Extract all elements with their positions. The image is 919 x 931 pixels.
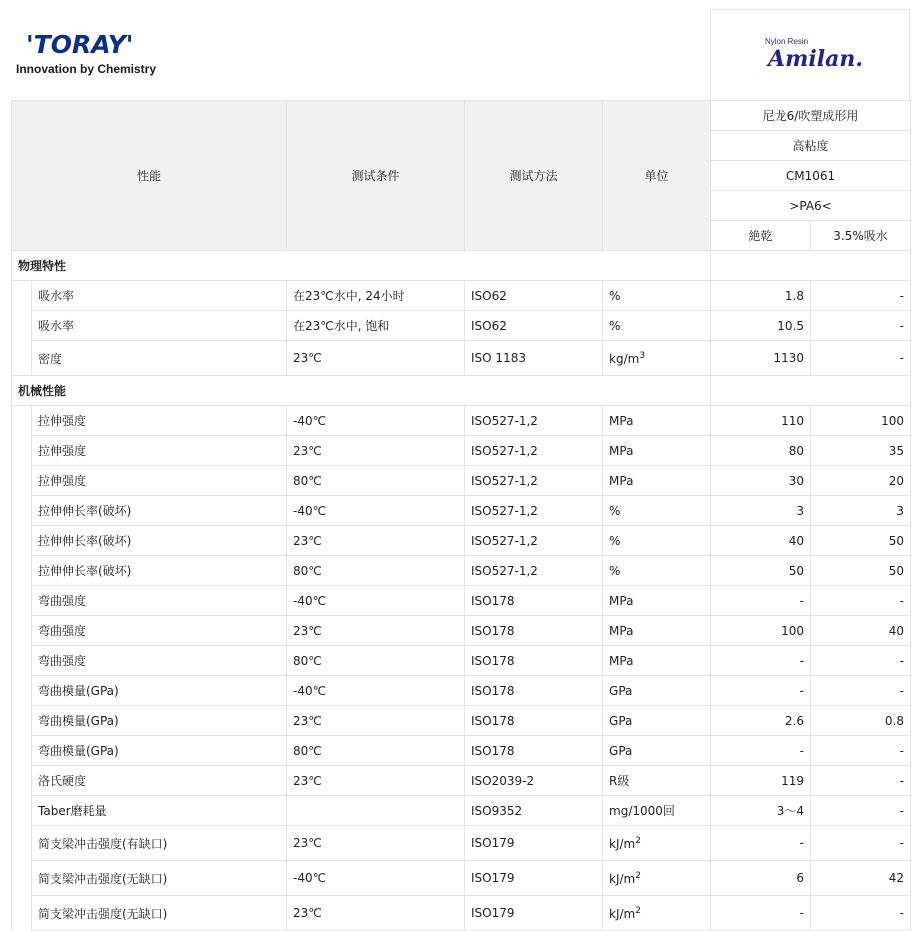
cell-property: 弯曲模量(GPa) [32, 676, 287, 706]
table-row [12, 826, 911, 861]
unit-superscript: 2 [635, 835, 641, 846]
section-title: 物理特性 [12, 251, 711, 281]
unit-text: % [609, 288, 621, 303]
section-spacer [711, 376, 911, 406]
cell-property: 密度 [32, 341, 287, 376]
cell-method: ISO527-1,2 [465, 496, 603, 526]
cell-dry: 2.6 [711, 706, 811, 736]
row-indent [12, 861, 32, 896]
cell-dry: 119 [711, 766, 811, 796]
row-indent [12, 896, 32, 931]
row-indent [12, 281, 32, 311]
section-spacer [711, 251, 911, 281]
row-indent [12, 646, 32, 676]
cell-method: ISO179 [465, 861, 603, 896]
cell-unit [603, 341, 711, 376]
cell-unit [603, 896, 711, 931]
cell-wet: 42 [811, 861, 911, 896]
product-logo-box [710, 9, 910, 100]
toray-tagline: Innovation by Chemistry [16, 62, 157, 76]
cell-dry: 40 [711, 526, 811, 556]
unit-text: R级 [609, 774, 630, 788]
cell-condition: 23℃ [287, 896, 465, 931]
unit-text: kJ/m [609, 836, 636, 851]
cell-wet: - [811, 736, 911, 766]
product-subtitle: Nylon Resin [765, 37, 809, 46]
cell-unit [603, 311, 711, 341]
cell-condition: -40℃ [287, 496, 465, 526]
cell-unit [603, 556, 711, 586]
row-indent [12, 406, 32, 436]
cell-dry: - [711, 646, 811, 676]
row-indent [12, 496, 32, 526]
cell-condition: -40℃ [287, 861, 465, 896]
cell-unit [603, 436, 711, 466]
cell-unit [603, 406, 711, 436]
unit-superscript: 2 [635, 905, 641, 916]
cell-dry: 6 [711, 861, 811, 896]
table-row [12, 766, 911, 796]
table-row [12, 311, 911, 341]
row-indent [12, 736, 32, 766]
cell-unit [603, 496, 711, 526]
cell-condition: 23℃ [287, 706, 465, 736]
cell-method: ISO62 [465, 311, 603, 341]
cell-dry: 100 [711, 616, 811, 646]
cell-method: ISO178 [465, 706, 603, 736]
col-header-property: 性能 [12, 101, 287, 251]
cell-property: 洛氏硬度 [32, 766, 287, 796]
cell-method: ISO178 [465, 646, 603, 676]
unit-text: kg/m [609, 351, 640, 366]
row-indent [12, 826, 32, 861]
product-logo: Amilan. [768, 46, 863, 72]
cell-property: 弯曲强度 [32, 646, 287, 676]
cell-dry: - [711, 896, 811, 931]
cell-unit [603, 616, 711, 646]
cell-wet: - [811, 896, 911, 931]
cell-dry: 3 [711, 496, 811, 526]
cell-condition: 23℃ [287, 341, 465, 376]
unit-text: GPa [609, 683, 633, 698]
cell-wet: 35 [811, 436, 911, 466]
cell-dry: - [711, 826, 811, 861]
cell-wet: - [811, 646, 911, 676]
cell-wet: - [811, 676, 911, 706]
cell-property: 拉伸伸长率(破坏) [32, 496, 287, 526]
col-header-method: 测试方法 [465, 101, 603, 251]
cell-method: ISO527-1,2 [465, 466, 603, 496]
table-row [12, 406, 911, 436]
cell-dry: 110 [711, 406, 811, 436]
table-row [12, 646, 911, 676]
table-row [12, 796, 911, 826]
unit-text: MPa [609, 413, 634, 428]
properties-table [11, 100, 911, 931]
cell-method: ISO 1183 [465, 341, 603, 376]
cell-unit [603, 646, 711, 676]
cell-wet: - [811, 826, 911, 861]
cell-method: ISO9352 [465, 796, 603, 826]
row-indent [12, 676, 32, 706]
cell-unit [603, 706, 711, 736]
cell-property: 拉伸伸长率(破坏) [32, 526, 287, 556]
cell-dry: - [711, 676, 811, 706]
cell-method: ISO178 [465, 736, 603, 766]
cell-property: 简支梁冲击强度(无缺口) [32, 896, 287, 931]
unit-text: MPa [609, 623, 634, 638]
grade-viscosity: 高粘度 [711, 131, 911, 161]
unit-text: % [609, 533, 621, 548]
row-indent [12, 341, 32, 376]
row-indent [12, 616, 32, 646]
cell-wet: - [811, 796, 911, 826]
cell-unit [603, 526, 711, 556]
cell-property: 弯曲模量(GPa) [32, 736, 287, 766]
cell-property: 简支梁冲击强度(无缺口) [32, 861, 287, 896]
cell-unit [603, 796, 711, 826]
cell-wet: 20 [811, 466, 911, 496]
cell-condition: 23℃ [287, 526, 465, 556]
cell-condition: 80℃ [287, 556, 465, 586]
cell-method: ISO178 [465, 616, 603, 646]
cell-dry: 50 [711, 556, 811, 586]
cell-wet: - [811, 341, 911, 376]
unit-text: % [609, 563, 621, 578]
cell-dry: - [711, 586, 811, 616]
unit-text: GPa [609, 713, 633, 728]
toray-logo: 'TORAY' [26, 30, 134, 59]
cell-dry: 1.8 [711, 281, 811, 311]
cell-dry: 80 [711, 436, 811, 466]
cell-wet: 40 [811, 616, 911, 646]
section-header-row [12, 376, 911, 406]
table-row [12, 281, 911, 311]
brand-header [0, 0, 710, 100]
cell-condition: 23℃ [287, 436, 465, 466]
cell-dry: 3～4 [711, 796, 811, 826]
table-row [12, 676, 911, 706]
cell-dry: 30 [711, 466, 811, 496]
cell-dry: 10.5 [711, 311, 811, 341]
table-row [12, 616, 911, 646]
cell-wet: 100 [811, 406, 911, 436]
row-indent [12, 466, 32, 496]
cell-property: 弯曲强度 [32, 586, 287, 616]
cell-wet: - [811, 766, 911, 796]
cell-condition: 23℃ [287, 766, 465, 796]
state-wet: 3.5%吸水 [811, 221, 911, 251]
unit-text: mg/1000回 [609, 804, 675, 818]
cell-wet: - [811, 311, 911, 341]
cell-dry: 1130 [711, 341, 811, 376]
unit-text: % [609, 318, 621, 333]
table-row [12, 706, 911, 736]
table-row [12, 586, 911, 616]
cell-unit [603, 766, 711, 796]
cell-condition: 80℃ [287, 646, 465, 676]
cell-unit [603, 861, 711, 896]
cell-property: 拉伸强度 [32, 406, 287, 436]
cell-property: 吸水率 [32, 311, 287, 341]
unit-text: MPa [609, 653, 634, 668]
col-header-unit: 单位 [603, 101, 711, 251]
cell-condition: -40℃ [287, 586, 465, 616]
col-header-condition: 测试条件 [287, 101, 465, 251]
row-indent [12, 526, 32, 556]
state-dry: 絶乾 [711, 221, 811, 251]
cell-method: ISO527-1,2 [465, 526, 603, 556]
cell-condition: 80℃ [287, 466, 465, 496]
row-indent [12, 436, 32, 466]
row-indent [12, 586, 32, 616]
cell-property: 弯曲强度 [32, 616, 287, 646]
cell-method: ISO2039-2 [465, 766, 603, 796]
grade-name: CM1061 [711, 161, 911, 191]
cell-wet: 50 [811, 556, 911, 586]
row-indent [12, 311, 32, 341]
cell-condition: 23℃ [287, 616, 465, 646]
cell-property: 弯曲模量(GPa) [32, 706, 287, 736]
cell-method: ISO179 [465, 826, 603, 861]
cell-property: 吸水率 [32, 281, 287, 311]
cell-wet: - [811, 586, 911, 616]
cell-method: ISO178 [465, 586, 603, 616]
table-row [12, 341, 911, 376]
cell-condition [287, 796, 465, 826]
row-indent [12, 766, 32, 796]
unit-text: kJ/m [609, 906, 636, 921]
table-row [12, 466, 911, 496]
unit-text: MPa [609, 473, 634, 488]
cell-unit [603, 676, 711, 706]
grade-use: 尼龙6/吹塑成形用 [711, 101, 911, 131]
cell-method: ISO179 [465, 896, 603, 931]
table-row [12, 496, 911, 526]
cell-condition: -40℃ [287, 676, 465, 706]
cell-unit [603, 736, 711, 766]
table-body [12, 251, 911, 931]
section-header-row [12, 251, 911, 281]
cell-condition: 80℃ [287, 736, 465, 766]
table-row [12, 526, 911, 556]
unit-superscript: 3 [639, 350, 646, 361]
cell-unit [603, 466, 711, 496]
row-indent [12, 556, 32, 586]
table-row [12, 736, 911, 766]
table-row [12, 861, 911, 896]
cell-unit [603, 586, 711, 616]
grade-material: >PA6< [711, 191, 911, 221]
cell-condition: 23℃ [287, 826, 465, 861]
cell-method: ISO62 [465, 281, 603, 311]
cell-condition: -40℃ [287, 406, 465, 436]
row-indent [12, 796, 32, 826]
unit-text: kJ/m [609, 871, 636, 886]
cell-unit [603, 281, 711, 311]
cell-condition: 在23℃水中, 饱和 [287, 311, 465, 341]
cell-method: ISO527-1,2 [465, 436, 603, 466]
cell-method: ISO527-1,2 [465, 556, 603, 586]
unit-text: % [609, 503, 621, 518]
cell-wet: 50 [811, 526, 911, 556]
cell-method: ISO178 [465, 676, 603, 706]
unit-text: MPa [609, 593, 634, 608]
unit-text: MPa [609, 443, 634, 458]
cell-condition: 在23℃水中, 24小时 [287, 281, 465, 311]
table-row [12, 896, 911, 931]
cell-property: 拉伸伸长率(破坏) [32, 556, 287, 586]
table-row [12, 436, 911, 466]
unit-superscript: 2 [635, 870, 641, 881]
cell-unit [603, 826, 711, 861]
cell-wet: - [811, 281, 911, 311]
cell-wet: 3 [811, 496, 911, 526]
cell-wet: 0.8 [811, 706, 911, 736]
cell-property: 拉伸强度 [32, 436, 287, 466]
row-indent [12, 706, 32, 736]
cell-method: ISO527-1,2 [465, 406, 603, 436]
cell-property: Taber磨耗量 [32, 796, 287, 826]
unit-text: GPa [609, 743, 633, 758]
table-row [12, 556, 911, 586]
cell-property: 简支梁冲击强度(有缺口) [32, 826, 287, 861]
cell-property: 拉伸强度 [32, 466, 287, 496]
cell-dry: - [711, 736, 811, 766]
section-title: 机械性能 [12, 376, 711, 406]
